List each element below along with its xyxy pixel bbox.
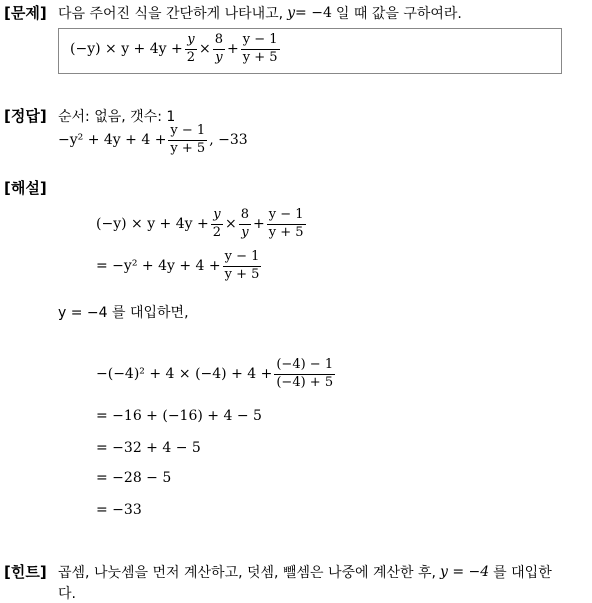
solution-sub3: = −32 + 4 − 5 bbox=[96, 440, 201, 456]
solution-step1-frac-3-den: y + 5 bbox=[268, 224, 304, 240]
problem-frac-3-den: y + 5 bbox=[242, 49, 278, 65]
problem-frac-3-num: y − 1 bbox=[241, 33, 280, 50]
solution-step2-frac-den: y + 5 bbox=[224, 266, 260, 282]
problem-expression bbox=[70, 33, 282, 66]
solution-step1-frac-2-den: y bbox=[241, 224, 249, 240]
problem-frac-1-den: 2 bbox=[186, 49, 196, 65]
problem-label: [문제] bbox=[4, 4, 47, 22]
solution-step1-frac-1-den: 2 bbox=[212, 224, 222, 240]
solution-step1 bbox=[96, 208, 308, 241]
problem-expr-times: × bbox=[199, 41, 211, 58]
solution-label: [해설] bbox=[4, 179, 47, 197]
solution-sub1-lead: −(−4)² + 4 × (−4) + 4 + bbox=[96, 366, 273, 383]
problem-expr-plus: + bbox=[227, 41, 239, 58]
problem-expr-lead: (−y) × y + 4y + bbox=[70, 41, 183, 58]
hint-line2: 다. bbox=[58, 586, 76, 602]
solution-step1-frac-2-num: 8 bbox=[239, 208, 251, 225]
hint-line1 bbox=[58, 562, 552, 582]
solution-step1-frac-1 bbox=[211, 208, 223, 241]
answer-expr-lead: −y² + 4y + 4 + bbox=[58, 132, 167, 149]
solution-step1-frac-3 bbox=[267, 208, 306, 241]
solution-step2 bbox=[96, 250, 263, 283]
solution-sub5: = −33 bbox=[96, 502, 142, 518]
solution-sub4: = −28 − 5 bbox=[96, 470, 172, 486]
hint-line1-b: 를 대입한 bbox=[493, 565, 552, 581]
solution-sub1-frac-num: (−4) − 1 bbox=[274, 358, 335, 375]
hint-label: [힌트] bbox=[4, 563, 47, 581]
problem-frac-3 bbox=[241, 33, 280, 66]
problem-eq-value: = −4 bbox=[295, 5, 332, 21]
problem-text-after: 일 때 값을 구하여라. bbox=[335, 6, 462, 22]
solution-substitute-text: y = −4 를 대입하면, bbox=[58, 305, 189, 321]
answer-frac-num: y − 1 bbox=[168, 124, 207, 141]
answer-label: [정답] bbox=[4, 107, 47, 125]
answer-expression bbox=[58, 124, 248, 157]
hint-line1-a: 곱셈, 나눗셈을 먼저 계산하고, 덧셈, 뺄셈은 나중에 계산한 후, bbox=[58, 565, 436, 581]
solution-step1-frac-2 bbox=[239, 208, 251, 241]
hint-line1-eq: y = −4 bbox=[439, 564, 490, 580]
solution-step2-frac bbox=[223, 250, 262, 283]
solution-sub1-frac-den: (−4) + 5 bbox=[276, 374, 334, 390]
problem-text-before: 다음 주어진 식을 간단하게 나타내고, bbox=[58, 6, 284, 22]
answer-line1: 순서: 없음, 갯수: 1 bbox=[58, 109, 176, 125]
problem-frac-1-num: y bbox=[185, 33, 196, 50]
answer-frac bbox=[168, 124, 207, 157]
solution-step1-frac-3-num: y − 1 bbox=[267, 208, 306, 225]
answer-frac-den: y + 5 bbox=[170, 140, 206, 156]
solution-step1-frac-1-num: y bbox=[211, 208, 222, 225]
solution-step2-lead: = −y² + 4y + 4 + bbox=[96, 258, 221, 275]
solution-step1-times: × bbox=[225, 216, 237, 233]
answer-expr-tail: , −33 bbox=[209, 132, 248, 149]
problem-frac-2-num: 8 bbox=[213, 33, 225, 50]
solution-sub2: = −16 + (−16) + 4 − 5 bbox=[96, 408, 262, 424]
problem-var-y: y bbox=[287, 5, 296, 21]
solution-step1-lead: (−y) × y + 4y + bbox=[96, 216, 209, 233]
solution-sub1 bbox=[96, 358, 337, 391]
solution-sub1-frac bbox=[274, 358, 335, 391]
solution-step1-plus: + bbox=[253, 216, 265, 233]
problem-frac-2 bbox=[213, 33, 225, 66]
problem-statement bbox=[58, 3, 462, 23]
problem-frac-2-den: y bbox=[215, 49, 223, 65]
solution-step2-frac-num: y − 1 bbox=[223, 250, 262, 267]
problem-frac-1 bbox=[185, 33, 197, 66]
